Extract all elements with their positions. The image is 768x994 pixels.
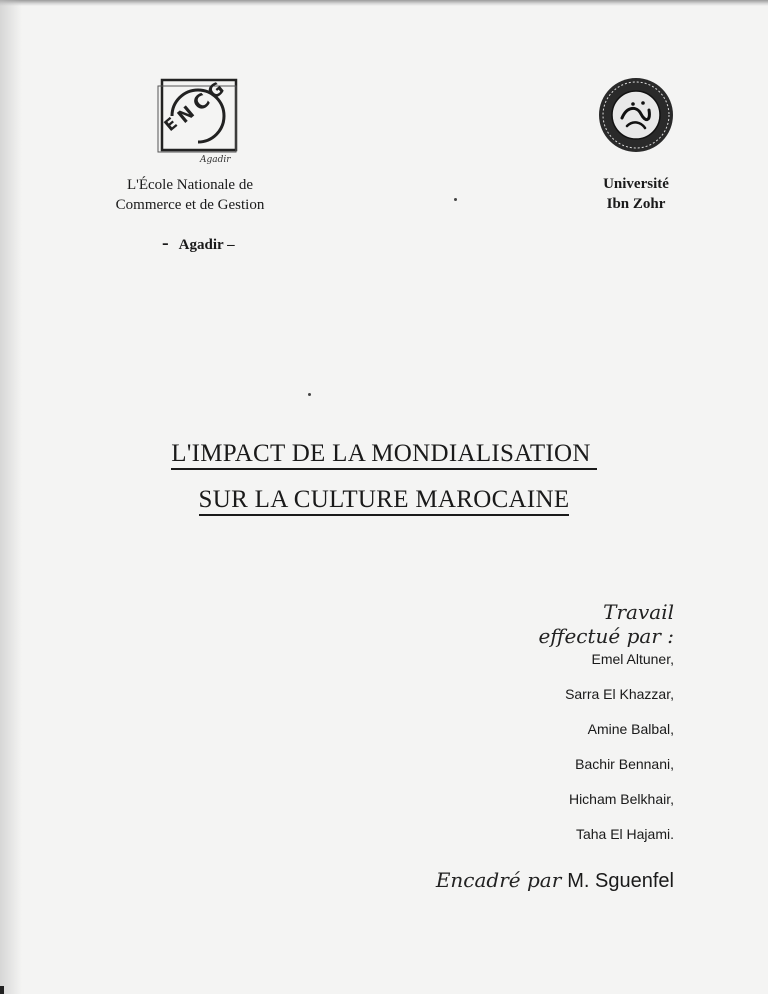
city-label: Agadir – [178, 237, 235, 253]
author-item: Amine Balbal, [587, 721, 674, 737]
svg-text:E: E [160, 113, 181, 136]
university-line1: Université [603, 176, 669, 192]
scan-edge-top [0, 0, 768, 6]
title-line2-text: SUR LA CULTURE MAROCAINE [199, 486, 570, 516]
author-item: Hicham Belkhair, [568, 791, 674, 807]
author-item: Bachir Bennani, [575, 756, 674, 772]
author-list [565, 650, 674, 860]
author-item: Taha El Hajami. [575, 826, 674, 842]
work-label: Travail effectué par : [538, 600, 674, 648]
svg-text:N: N [173, 102, 199, 128]
scan-speck [454, 198, 457, 201]
university-line2: Ibn Zohr [606, 196, 666, 212]
university-name [590, 174, 682, 214]
author-item: Emel Altuner, [591, 651, 674, 667]
title-line1-text: L'IMPACT DE LA MONDIALISATION [171, 440, 596, 470]
city-dash: - [162, 232, 169, 254]
logo-caption: Agadir [200, 155, 231, 165]
title-line1 [0, 440, 768, 468]
supervisor [436, 868, 674, 893]
school-city [162, 232, 235, 255]
school-name [92, 175, 288, 215]
school-name-line1: L'École Nationale de [127, 177, 253, 193]
supervisor-label: Encadré par [435, 868, 562, 892]
author-item: Sarra El Khazzar, [565, 686, 674, 702]
scan-mark [0, 986, 4, 994]
encg-logo-icon [148, 72, 244, 164]
school-name-line2: Commerce et de Gestion [115, 197, 265, 213]
supervisor-name: M. Sguenfel [567, 870, 674, 892]
svg-text:C: C [187, 88, 215, 116]
scan-speck [308, 393, 311, 396]
university-seal-icon [597, 76, 675, 154]
title-line2 [0, 486, 768, 514]
svg-text:G: G [203, 78, 229, 104]
